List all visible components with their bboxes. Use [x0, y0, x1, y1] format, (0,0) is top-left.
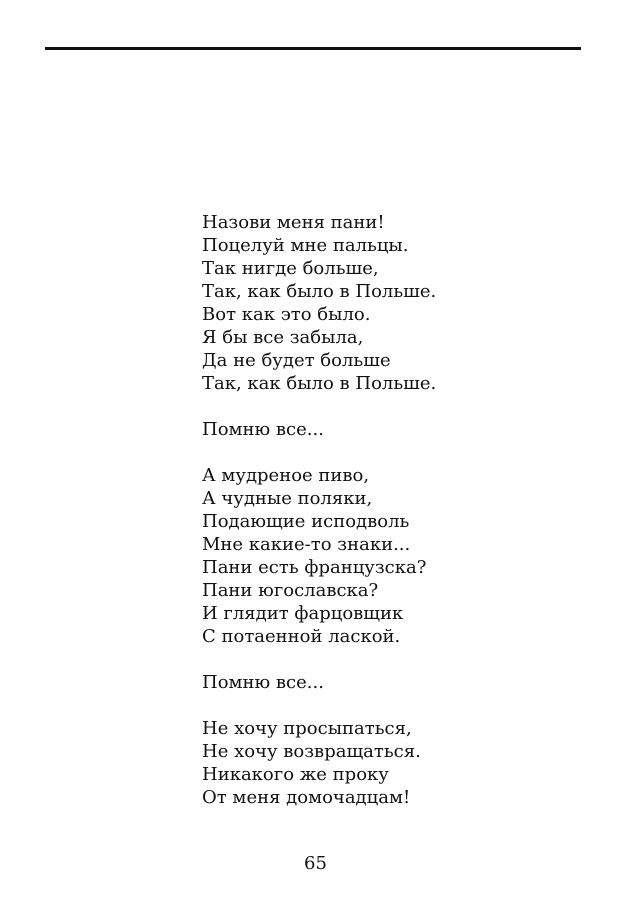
poem-line: Никакого же проку [202, 764, 389, 785]
poem-line: С потаенной лаской. [202, 626, 401, 647]
poem-line: Так, как было в Польше. [202, 281, 437, 302]
poem-line: Да не будет больше [202, 350, 391, 371]
stanza-2 [202, 464, 436, 648]
poem-line: От меня домочадцам! [202, 787, 411, 808]
poem-line: Мне какие-то знаки... [202, 534, 411, 555]
poem-line: А чудные поляки, [202, 488, 373, 509]
page-number: 65 [304, 853, 327, 874]
poem-line: Назови меня пани! [202, 212, 385, 233]
poem-line: Пани есть французска? [202, 557, 427, 578]
stanza-refrain-1 [202, 418, 436, 441]
poem-line: Так нигде больше, [202, 258, 379, 279]
stanza-refrain-2 [202, 671, 436, 694]
stanza-1 [202, 211, 436, 395]
poem-line: И глядит фарцовщик [202, 603, 404, 624]
poem-line: Помню все... [202, 672, 324, 693]
poem-line: А мудреное пиво, [202, 465, 370, 486]
poem-line: Так, как было в Польше. [202, 373, 437, 394]
poem-line: Поцелуй мне пальцы. [202, 235, 409, 256]
header-rule [45, 47, 581, 50]
stanza-3 [202, 717, 436, 809]
poem-line: Пани югославска? [202, 580, 379, 601]
poem-line: Не хочу просыпаться, [202, 718, 412, 739]
poem-line: Помню все... [202, 419, 324, 440]
poem-line: Подающие исподволь [202, 511, 410, 532]
poem-line: Не хочу возвращаться. [202, 741, 421, 762]
poem-line: Вот как это было. [202, 304, 371, 325]
poem-line: Я бы все забыла, [202, 327, 364, 348]
poem [202, 211, 436, 809]
